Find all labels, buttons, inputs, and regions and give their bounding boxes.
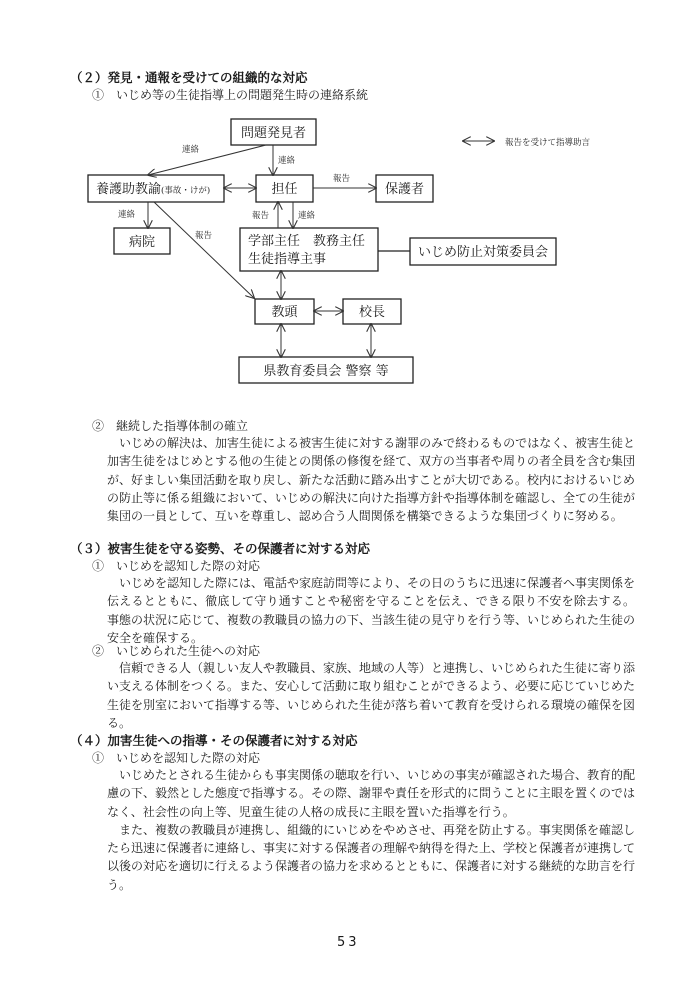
label-discoverer-to-homeroom: 連絡 [278, 156, 296, 166]
node-board: 県教育委員会 警察 等 [263, 364, 389, 379]
label-homeroom-to-chiefs: 連絡 [298, 211, 316, 221]
label-chiefs-to-homeroom: 報告 [252, 211, 270, 221]
node-discoverer: 問題発見者 [240, 126, 307, 141]
section-2-paragraph-text: いじめの解決は、加害生徒による被害生徒に対する謝罪のみで終わるものではなく、被害生徒と加害生徒をはじめとする他の生徒との関係の修復を経て、双方の当事者や周りの者全員を含む集団が、好ましい集団活動を取り戻し、新たな活動に踏み出すことが大切である。校内におけるいじめの防止等に係る組織において、いじめの解決に向けた指導方針や指導体制を確認し、全ての生徒が集団の一員として、互いを尊重し、認め合う人間関係を構築できるような集団づくりに努める。 [107, 436, 636, 524]
section-3-paragraph-2-text: 信頼できる人（親しい友人や教職員、家族、地域の人等）と連携し、いじめられた生徒に寄り添い支える体制をつくる。また、安心して活動に取り組むことができるよう、必要に応じていじめた生徒を別室において指導する等、いじめられた生徒が落ち着いて教育を受けられる環境の確保を図る。 [107, 661, 636, 730]
edge-discoverer-to-nurse [148, 145, 266, 175]
section-3-subheading-1: ① いじめを認知した際の対応 [92, 559, 261, 573]
node-nurse-note: (事故・けが) [161, 186, 211, 196]
section-3-paragraph-1 [107, 574, 635, 647]
legend-label: 報告を受けて指導助言 [505, 138, 591, 148]
node-vice-principal: 教頭 [271, 305, 298, 320]
label-homeroom-to-guardian: 報告 [333, 174, 351, 184]
section-3-paragraph-2 [107, 659, 635, 732]
node-chiefs-line1: 学部主任 教務主任 [248, 234, 366, 249]
section-3-subheading-2: ② いじめられた生徒への対応 [92, 644, 261, 658]
label-nurse-to-vice: 報告 [195, 231, 213, 241]
section-2-heading: （２）発見・通報を受けての組織的な対応 [70, 70, 308, 85]
section-4-paragraph-1 [107, 766, 635, 894]
contact-flow-diagram [0, 0, 700, 400]
node-principal: 校長 [358, 305, 386, 320]
section-4-paragraph-2-text: また、複数の教職員が連携し、組織的にいじめをやめさせ、再発を防止する。事実関係を確認したら迅速に保護者に連絡し、事実に対する保護者の理解や納得を得た上、学校と保護者が連携して以後の対応を適切に行えるよう保護者の協力を求めるとともに、保護者に対する継続的な助言を行う。 [107, 822, 636, 892]
node-chiefs-line2: 生徒指導主事 [248, 252, 327, 267]
section-4-paragraph-1-text: いじめたとされる生徒からも事実関係の聴取を行い、いじめの事実が確認された場合、教育的配慮の下、毅然とした態度で指導する。その際、謝罪や責任を形式的に問うことに主眼を置くのではなく、社会性の向上等、児童生徒の人格の成長に主眼を置いた指導を行う。 [107, 768, 636, 819]
label-discoverer-to-nurse: 連絡 [182, 145, 200, 155]
section-2-subheading-1: ① いじめ等の生徒指導上の問題発生時の連絡系統 [92, 88, 369, 102]
node-hospital: 病院 [128, 235, 156, 250]
section-4-subheading-1: ① いじめを認知した際の対応 [92, 751, 261, 765]
node-guardian: 保護者 [384, 182, 425, 197]
section-3-heading: （３）被害生徒を守る姿勢、その保護者に対する対応 [70, 541, 371, 556]
section-2-paragraph [107, 434, 635, 525]
node-committee: いじめ防止対策委員会 [417, 245, 549, 260]
page-number: 53 [337, 935, 360, 950]
section-4-heading: （４）加害生徒への指導・その保護者に対する対応 [70, 733, 358, 748]
node-homeroom: 担任 [271, 182, 298, 197]
section-2-subheading-2: ② 継続した指導体制の確立 [92, 419, 249, 433]
node-nurse-label: 養護助教諭 [96, 182, 162, 197]
section-3-paragraph-1-text: いじめを認知した際には、電話や家庭訪問等により、その日のうちに迅速に保護者へ事実関係を伝えるとともに、徹底して守り通すことや秘密を守ることを伝え、できる限り不安を除去する。事態の状況に応じて、複数の教職員の協力の下、当該生徒の見守りを行う等、いじめられた生徒の安全を確保する。 [107, 576, 636, 645]
label-nurse-to-hospital: 連絡 [118, 210, 136, 220]
